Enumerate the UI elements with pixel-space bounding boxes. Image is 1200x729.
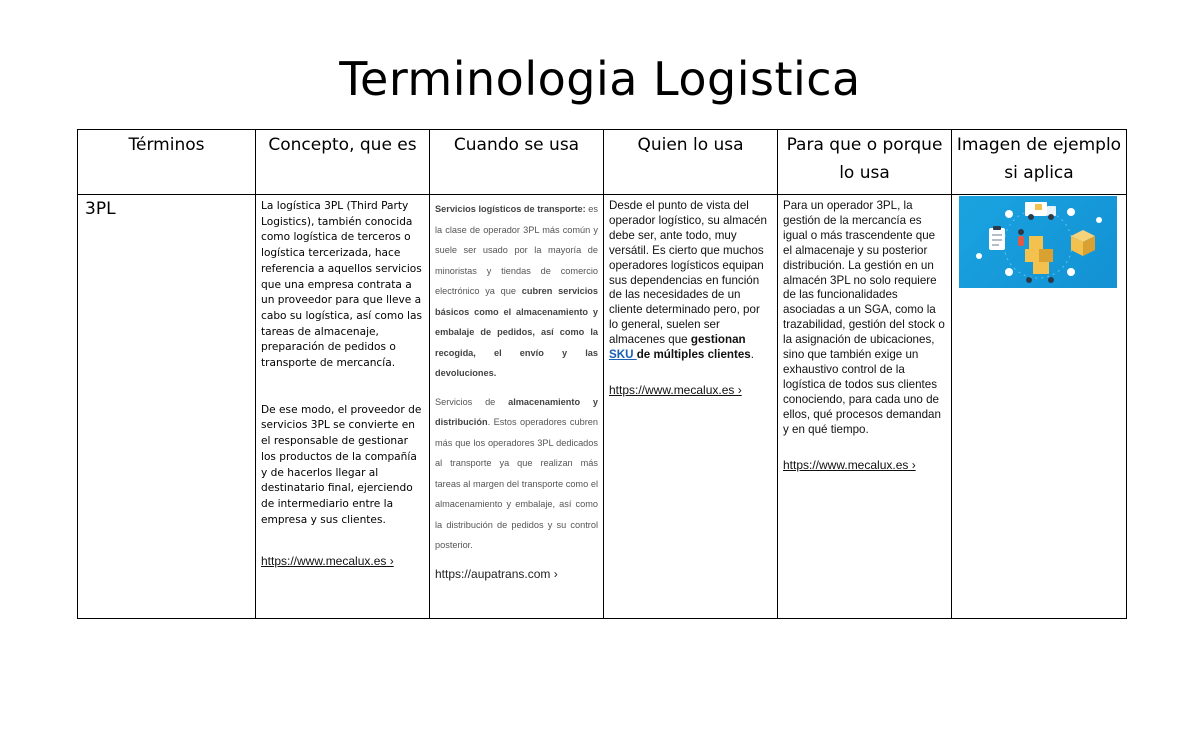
header-cuando: Cuando se usa: [430, 130, 604, 195]
cell-term: [78, 195, 256, 619]
cell-concepto: [256, 195, 430, 619]
cuando-transport-text: es la clase de operador 3PL más común y suele ser usado por la mayoría de minoristas y tiendas de comercio electrónico ya que: [435, 204, 598, 296]
cell-quien: [604, 195, 778, 619]
cuando-storage-heading: almacenamiento y distribución: [435, 396, 598, 427]
terminology-table: [77, 129, 1127, 619]
delivery-truck-icon: [1025, 202, 1056, 220]
quien-source-link[interactable]: https://www.mecalux.es ›: [609, 382, 742, 397]
open-box-icon: [1071, 230, 1095, 256]
cell-imagen: [952, 195, 1127, 619]
logistics-illustration: [959, 196, 1117, 288]
quien-bold-gestionan: gestionan: [690, 333, 746, 347]
cuando-storage-text: . Estos operadores cubren más que los operadores 3PL dedicados al transporte ya que realizan más tareas al margen del transporte como el almacenamiento y embalaje, así como la distribución de pedidos y su control posterior.: [435, 417, 598, 550]
cuando-paragraph-1: [435, 199, 598, 384]
para-paragraph: Para un operador 3PL, la gestión de la mercancía es igual o más trascendente que el almacenaje y su posterior distribución. La gestión en un almacén 3PL no solo requiere de las funcionalidades asociadas a un SGA, como la trazabilidad, gestión del stock o la asignación de ubicaciones, sino que también exige un exhaustivo control de la logística de todos sus clientes conociendo, para cada uno de ellos, qué procesos demandan y en qué tiempo.: [783, 199, 945, 436]
concepto-source-link[interactable]: https://www.mecalux.es ›: [261, 554, 394, 569]
table-row: [78, 195, 1127, 619]
clipboard-checklist-icon: [989, 226, 1005, 250]
cuando-transport-bold: cubren servicios básicos como el almacenamiento y embalaje de pedidos, así como la recogida, el envío y las devoluciones.: [435, 286, 599, 378]
cart-wheel-icon: [1026, 277, 1032, 283]
cuando-source-link[interactable]: https://aupatrans.com ›: [435, 566, 558, 581]
cuando-storage-lead: Servicios de: [435, 396, 509, 407]
header-terminos: Términos: [78, 130, 256, 195]
para-source-link[interactable]: https://www.mecalux.es ›: [783, 457, 916, 472]
cell-para: [778, 195, 952, 619]
cuando-transport-heading: Servicios logísticos de transporte:: [435, 204, 586, 214]
person-icon: [1018, 229, 1024, 246]
cuando-paragraph-2: [435, 392, 598, 556]
header-para-que: Para que o porque lo usa: [778, 130, 952, 195]
quien-end: .: [750, 348, 754, 362]
stacked-boxes-icon: [1025, 236, 1053, 274]
concepto-paragraph-2: De ese modo, el proveedor de servicios 3PL se convierte en el responsable de gestionar los productos de la compañía y de hacerlos llegar al destinatario final, ejerciendo de intermediario entre la empresa y sus clientes.: [261, 403, 422, 526]
cell-cuando: [430, 195, 604, 619]
logistics-illustration-svg: [959, 196, 1117, 288]
quien-text: Desde el punto de vista del operador logístico, su almacén debe ser, ante todo, muy versátil. Es cierto que muchos operadores logísticos equipan sus dependencias en función de las necesidades de un cliente determinado pero, por lo general, suelen ser almacenes que: [609, 199, 767, 347]
sku-link[interactable]: SKU: [609, 348, 637, 362]
concepto-paragraph-1: La logística 3PL (Third Party Logistics), también conocida como logística de terceros o logística tercerizada, hace referencia a aquellos servicios que una empresa contrata a un proveedor para que lleve a cabo su logística, así como las tareas de almacenaje, preparación de pedidos o transporte de mercancía.: [261, 200, 423, 370]
cart-wheel-icon: [1048, 277, 1054, 283]
table-header-row: [78, 130, 1127, 195]
header-imagen: Imagen de ejemplo si aplica: [952, 130, 1127, 195]
quien-bold-clientes: de múltiples clientes: [636, 348, 751, 362]
page-title: Terminologia Logistica: [339, 52, 861, 106]
term-label: 3PL: [85, 199, 116, 219]
quien-paragraph: [609, 199, 772, 363]
header-concepto: Concepto, que es: [256, 130, 430, 195]
header-quien: Quien lo usa: [604, 130, 778, 195]
